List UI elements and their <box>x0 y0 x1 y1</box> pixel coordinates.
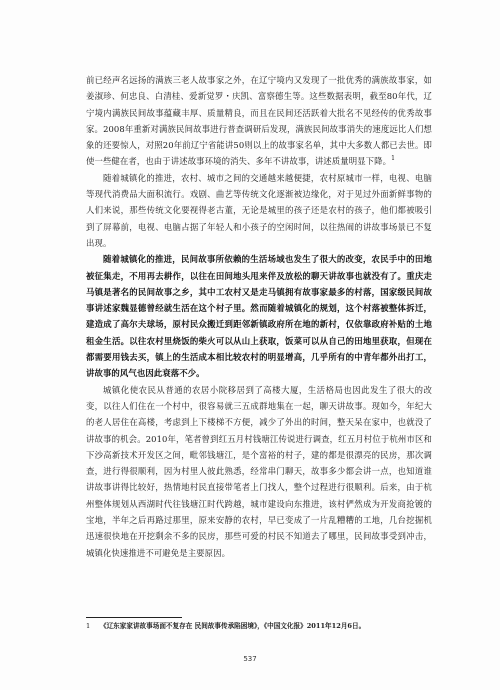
paragraph-2 <box>86 170 432 251</box>
paragraph-2-text: 随着城镇化的推进，农村、城市之间的交通越来越便捷，农村原城市一样，电视、电脑等现代消费品大面积流行。戏剧、曲艺等传统文化逐渐被边缘化，对于见过外面新鲜事物的人们来说，那些传统文化要视得老古董，无论是城里的孩子还是农村的孩子，他们都被吸引到了屏幕前，电视、电脑占据了年轻人和小孩子的空闲时间，以往热闹的讲故事场景已不复出现。 <box>86 172 432 248</box>
paragraph-1-text: 前已经声名远扬的满族三老人故事家之外，在辽宁境内又发现了一批优秀的满族故事家，如姜淑珍、何忠良、白清桂、爱新觉罗・庆凯、富察德生等。这些数据表明，截至80年代，辽宁境内满族民间故事蕴藏丰厚、质量精良，而且在民间还活跃着大批名不见经传的优秀故事家。2008年重新对满族民间故事进行普查调研后发现，满族民间故事消失的速度远比人们想象的还要惊人，对照20年前辽宁省能讲50则以上的故事家名单，其中大多数人都已去世。即使一些健在者，也由于讲述故事环境的消失、多年不讲故事，讲述质量明显下降。 <box>86 75 432 167</box>
footnote-number: 1 <box>86 622 91 630</box>
paragraph-4 <box>86 382 432 561</box>
page-number: 537 <box>243 655 257 663</box>
footnote-divider <box>86 617 182 618</box>
paragraph-4-text: 城镇化使农民从普通的农居小院移居到了高楼大厦，生活格局也因此发生了很大的改变，以往人们住在一个村中，很容易就三五成群地集在一起，聊天讲故事。现如今，年纪大的老人居住在高楼，考虑到上下楼梯不方便，减少了外出的时间，整天呆在家中，也就没了讲故事的机会。2010年，笔者曾到红五月村钱塘江传说进行调查，红五月村位于杭州市区和下沙高新技术开发区之间，毗邻钱塘江，是个富裕的村子，建的都是很漂亮的民房，那次调查，进行得很顺利，因为村里人彼此熟悉，经常串门聊天，故事多少都会讲一点，也知道谁讲故事讲得比较好，热情地村民直接带笔者上门找人，整个过程进行很顺利。后来，由于杭州整体规划从西湖时代往钱塘江时代跨越，城市建设向东推进，该村俨然成为开发商抢镀的宝地，半年之后再路过那里，原来安静的农村，早已变成了一片乱糟糟的工地，几台挖掘机迅速很快地在开挖剩余不多的民房，那些可爱的村民不知道去了哪里，民间故事受到冲击，城镇化快速推进不可避免是主要原因。 <box>86 384 432 558</box>
footnote-text: 《辽东家家讲故事场面不复存在 民间故事传承陷困境》，《中国文化报》2011年12月6日。 <box>100 622 366 630</box>
paragraph-3-text: 随着城镇化的推进，民间故事所依赖的生活场域也发生了很大的改变，农民手中的田地被征集走，不用再去耕作，以往在田间地头甩来伴及放松的聊天讲故事也就没有了。重庆走马镇是著名的民间故事之乡，其中工农村又是走马镇拥有故事家最多的村落，国家级民间故事讲述家魏显德曾经就生活在这个村子里。然而随着城镇化的规划，这个村落被整体拆迁，建造成了高尔夫球场，原村民众搬迁到距邻新镇政府所在地的新村，仅依靠政府补贴的土地租金生活。以往农村里烧饭的柴火可以从山上获取，饭菜可以从自己的田地里获取，但现在都需要用钱去买，镇上的生活成本相比较农村的明显增高，几乎所有的中青年都外出打工，讲故事的风气也因此衰落不少。 <box>86 254 432 379</box>
footnote-marker[interactable]: 1 <box>391 155 396 163</box>
body-text <box>86 72 432 561</box>
paragraph-3 <box>86 251 432 381</box>
footnote <box>86 622 432 631</box>
paragraph-1 <box>86 72 432 170</box>
